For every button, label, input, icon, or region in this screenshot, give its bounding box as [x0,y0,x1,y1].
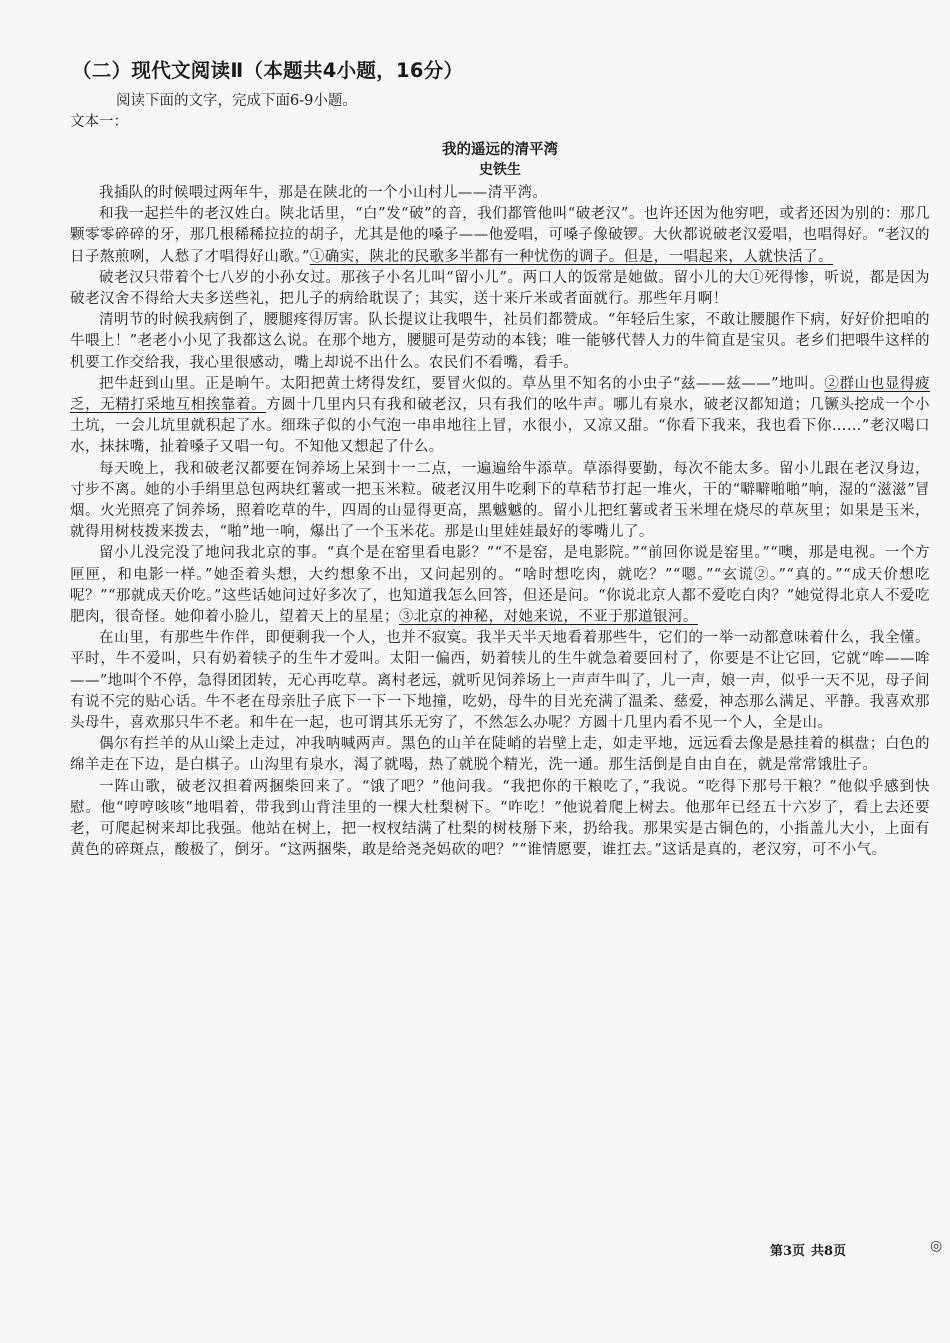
paragraph-5-text-b: 方圆十几里内只有我和破老汉，只有我们的吆牛声。哪儿有泉水，破老汉都知道；几镢头挖成一个小土坑，一会儿坑里就积起了水。细珠子似的小气泡一串串地往上冒，水很小，又凉又甜。“你看下我来，我也看下你……”老汉喝口水，抹抹嘴，扯着嗓子又唱一句。不知他又想起了什么。 [70,397,930,456]
instruction: 阅读下面的文字，完成下面6-9小题。 [116,93,357,109]
page-footer [770,1240,852,1259]
underlined-sentence-2: ②群山也显得疲乏，无精打采地互相挨靠着。 [70,375,930,414]
binding-hole-icon: ◎ [930,1238,943,1254]
article-title: 我的遥远的清平湾 [442,141,558,158]
article-author: 史铁生 [479,162,521,178]
paragraph-4: 清明节的时候我病倒了，腰腿疼得厉害。队长提议让我喂牛，社员们都赞成。“年轻后生家，不敢让腰腿作下病，好好价把咱的牛喂上！”老老小小见了我都这么说。在那个地方，腰腿可是劳动的本钱；唯一能够代替人力的牛简直是宝贝。老乡们把喂牛这样的机要工作交给我，我心里很感动，嘴上却说不出什么。农民们不看嘴，看手。 [70,312,931,371]
exam-page [70,55,930,862]
paragraph-6: 每天晚上，我和破老汉都要在饲养场上呆到十一二点，一遍遍给牛添草。草添得要勤，每次不能太多。留小儿跟在老汉身边，寸步不离。她的小手绢里总包两块红薯或一把玉米粒。破老汉用牛吃剩下的草秸节打起一堆火，干的“噼噼啪啪”响，湿的“滋滋”冒烟。火光照亮了饲养场，照着吃草的牛，四周的山显得更高，黑魆魆的。留小儿把红薯或者玉米埋在烧尽的草灰里；如果是玉米，就得用树枝拨来拨去，“啪”地一响，爆出了一个玉米花。那是山里娃娃最好的零嘴儿了。 [70,460,930,541]
section-heading: （二）现代文阅读Ⅱ（本题共4小题，16分） [72,59,464,82]
paragraph-7-text: 留小儿没完没了地问我北京的事。“真个是在窑里看电影？”“不是窑，是电影院。”“前回你说是窑里。”“噢，那是电视。一个方匣匣，和电影一样。”她歪着头想，大约想象不出，又问起别的。“啥时想吃肉，就吃？”“嗯。”“玄谎②。”“真的。”“成天价想吃呢？”“那就成天价吃。”这些话她问过好多次了，也知道我怎么回答，但还是问。“你说北京人都不爱吃白肉？”她觉得北京人不爱吃肥肉，很奇怪。她仰着小脸儿，望着天上的星星； [70,545,930,626]
paragraph-7 [70,543,930,628]
paragraph-1: 我插队的时候喂过两年牛，那是在陕北的一个小山村儿——清平湾。 [99,185,548,201]
underlined-sentence-1: ①确实，陕北的民歌多半都有一种忧伤的调子。但是，一唱起来，人就快活了。 [309,248,834,265]
paragraph-3: 破老汉只带着个七八岁的小孙女过。那孩子小名儿叫“留小儿”。两口人的饭常是她做。留小儿的大①死得惨，听说，都是因为破老汉舍不得给大夫多送些礼，把儿子的病给耽误了；其实，送十来斤米或者面就行。那些年月啊！ [70,269,930,308]
underlined-sentence-3: ③北京的神秘，对她来说，不亚于那道银河。 [398,609,698,626]
page-current: 第3页 [770,1244,806,1259]
text-label: 文本一： [70,114,128,130]
paragraph-5 [70,374,930,459]
paragraph-2-text: 和我一起拦牛的老汉姓白。陕北话里，“白”发“破”的音，我们都管他叫“破老汉”。也许还因为他穷吧，或者还因为别的：那几颗零零碎碎的牙，那几根稀稀拉拉的胡子，尤其是他的嗓子——他爱唱，可嗓子像破锣。大伙都说破老汉爱唱，也唱得好。“老汉的日子熬煎咧，人愁了才唱得好山歌。” [70,206,931,265]
paragraph-8: 在山里，有那些牛作伴，即便剩我一个人，也并不寂寞。我半天半天地看着那些牛，它们的一举一动都意味着什么，我全懂。平时，牛不爱叫，只有奶着犊子的生牛才爱叫。太阳一偏西，奶着犊儿的生牛就急着要回村了，你要是不让它回，它就“哞——哞——”地叫个不停，急得团团转，无心再吃草。离村老远，就听见饲养场上一声声牛叫了，儿一声，娘一声，似乎一天不见，母子间有说不完的贴心话。牛不老在母亲肚子底下一下一下地撞，吃奶，母牛的目光充满了温柔、慈爱，神态那么满足、平静。我喜欢那头母牛，喜欢那只牛不老。和牛在一起，也可谓其乐无穷了，不然怎么办呢？方圆十几里内看不见一个人，全是山。 [70,630,931,732]
paragraph-5-text-a: 把牛赶到山里。正是晌午。太阳把黄土烤得发红，要冒火似的。草丛里不知名的小虫子“兹——兹——”地叫。 [99,375,825,392]
paragraph-10: 一阵山歌，破老汉担着两捆柴回来了。“饿了吧？”他问我。“我把你的干粮吃了，”我说。“吃得下那号干粮？”他似乎感到快慰。他“哼哼咳咳”地唱着，带我到山背洼里的一棵大杜梨树下。“咋吃！”他说着爬上树去。他那年已经五十六岁了，看上去还要老，可爬起树来却比我强。他站在树上，把一杈杈结满了杜梨的树枝掰下来，扔给我。那果实是古铜色的，小指盖儿大小，上面有黄色的碎斑点，酸极了，倒牙。“这两捆柴，敢是给尧尧妈砍的吧？”“谁情愿要，谁扛去。”这话是真的，老汉穷，可不小气。 [70,778,930,859]
paragraph-9: 偶尔有拦羊的从山梁上走过，冲我呐喊两声。黑色的山羊在陡峭的岩壁上走，如走平地，远远看去像是悬挂着的棋盘；白色的绵羊走在下边，是白棋子。山沟里有泉水，渴了就喝，热了就脱个精光，洗一通。那生活倒是自由自在，就是常常饿肚子。 [70,736,930,774]
page-total: 共8页 [811,1244,847,1259]
paragraph-2 [70,204,930,268]
